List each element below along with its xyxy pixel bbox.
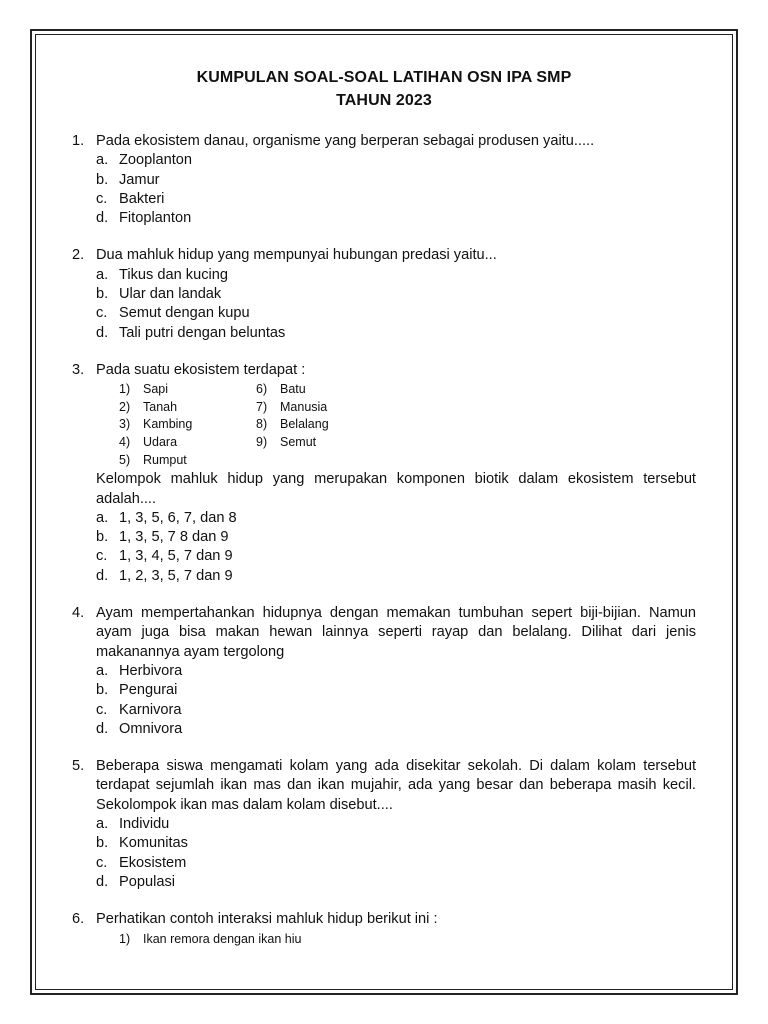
list-item: 1) Ikan remora dengan ikan hiu [119,932,302,947]
list-item: 1) Sapi [119,382,169,397]
question-number: 6. [72,911,85,928]
document-subtitle: TAHUN 2023 [336,92,432,109]
question-4 [72,604,696,739]
question-text: Pada ekosistem danau, organisme yang berperan sebagai produsen yaitu..... [96,133,595,149]
question-6 [72,910,696,949]
option-a: a. Herbivora [96,662,183,679]
question-3 [72,361,696,586]
option-b: b. Pengurai [96,682,178,699]
question-1 [72,132,696,228]
option-b: b. 1, 3, 5, 7 8 dan 9 [96,529,229,546]
option-a: a. Individu [96,815,170,832]
question-5 [72,757,696,892]
option-d: d. Tali putri dengan beluntas [96,324,286,341]
list-item: 9) Semut [256,435,317,450]
question-number: 4. [72,605,85,622]
option-a: a. Zooplanton [96,152,193,169]
list-item: 5) Rumput [119,452,187,467]
option-c: c. Semut dengan kupu [96,305,250,322]
list-item: 7) Manusia [256,399,328,414]
option-a: a. 1, 3, 5, 6, 7, dan 8 [96,509,237,526]
option-b: b. Jamur [96,171,160,188]
option-d: d. Omnivora [96,720,183,737]
question-text: Dua mahluk hidup yang mempunyai hubungan predasi yaitu... [96,247,497,264]
list-item: 3) Kambing [119,417,193,432]
interaction-item-list [96,931,696,949]
option-b: b. Ular dan landak [96,286,222,303]
option-a: a. Tikus dan kucing [96,266,228,283]
ecosystem-item-list [96,381,696,469]
option-c: c. Ekosistem [96,854,187,871]
question-list [72,132,696,967]
option-c: c. Bakteri [96,190,165,207]
question-number: 3. [72,361,85,378]
option-c: c. Karnivora [96,701,182,718]
question-2 [72,246,696,342]
question-number: 5. [72,758,85,775]
option-d: d. Fitoplanton [96,210,192,227]
list-item: 8) Belalang [256,417,329,432]
question-number: 1. [72,133,85,149]
option-d: d. 1, 2, 3, 5, 7 dan 9 [96,567,233,584]
list-item: 4) Udara [119,435,178,450]
question-text: Pada suatu ekosistem terdapat : [96,361,306,378]
question-text: Ayam mempertahankan hidupnya dengan memakan tumbuhan sepert biji-bijian. Namun ayam juga bisa makan hewan lainnya seperti rayap dan belalang. Dilihat dari jenis makanannya ayam tergolong [96,605,696,660]
document-title: KUMPULAN SOAL-SOAL LATIHAN OSN IPA SMP [196,69,572,86]
option-c: c. 1, 3, 4, 5, 7 dan 9 [96,548,233,565]
option-d: d. Populasi [96,873,175,890]
option-b: b. Komunitas [96,835,188,852]
question-text: Beberapa siswa mengamati kolam yang ada disekitar sekolah. Di dalam kolam tersebut terdapat sejumlah ikan mas dan ikan mujahir, ada yang besar dan beberapa masih kecil. Sekolompok ikan mas dalam kolam disebut.... [96,758,696,813]
question-text: Perhatikan contoh interaksi mahluk hidup berikut ini : [96,911,438,928]
question-text-continued: Kelompok mahluk hidup yang merupakan komponen biotik dalam ekosistem tersebut adalah.... [96,471,696,507]
list-item: 6) Batu [256,382,306,397]
question-number: 2. [72,247,85,264]
list-item: 2) Tanah [119,399,178,414]
